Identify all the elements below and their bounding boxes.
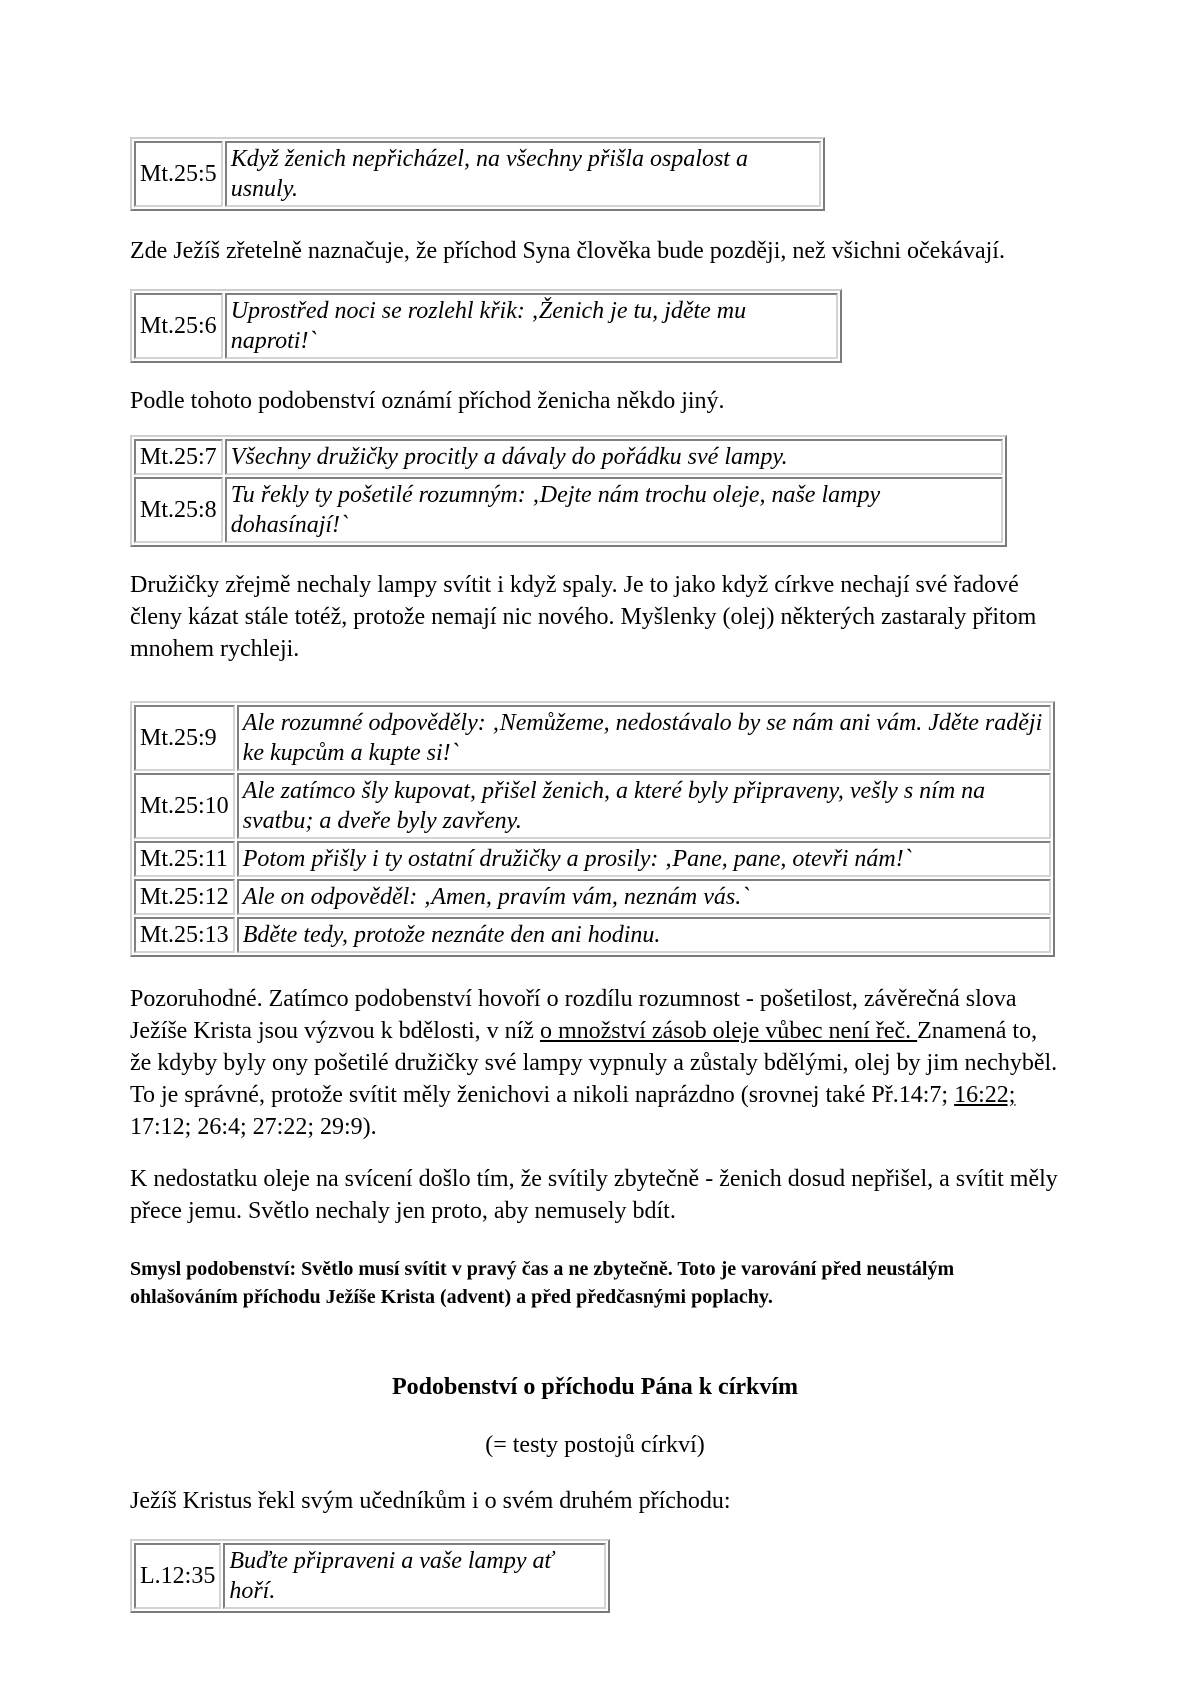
verse-text: Ale on odpověděl: ‚Amen, pravím vám, neznám vás.` — [237, 879, 1051, 915]
verse-table-mt25-9-13 — [130, 701, 1055, 957]
paragraph-lamps-burning: Družičky zřejmě nechaly lampy svítit i když spaly. Je to jako když církve nechají své řadové členy kázat stále totéž, protože nemají nic nového. Myšlenky (olej) některých zastaraly přitom mnohem rychleji. — [130, 572, 1037, 662]
verse-table-l12-35 — [130, 1539, 610, 1613]
verse-ref: Mt.25:12 — [134, 879, 235, 915]
verse-text: Buďte připraveni a vaše lampy ať hoří. — [223, 1543, 606, 1609]
verse-row — [134, 439, 1003, 475]
verse-text: Tu řekly ty pošetilé rozumným: ‚Dejte nám trochu oleje, naše lampy dohasínají!` — [225, 477, 1003, 543]
verse-text: Ale rozumné odpověděly: ‚Nemůžeme, nedostávalo by se nám ani vám. Jděte raději ke kupcům a kupte si!` — [237, 705, 1051, 771]
verse-text: Všechny družičky procitly a dávaly do pořádku své lampy. — [225, 439, 1003, 475]
verse-table-mt25-7-8 — [130, 435, 1007, 547]
verse-table-mt25-6 — [130, 289, 842, 363]
verse-text: Bděte tedy, protože neznáte den ani hodinu. — [237, 917, 1051, 953]
pozoruhodne-underlined-2: 16:22; — [954, 1082, 1016, 1108]
verse-ref: Mt.25:7 — [134, 439, 223, 475]
paragraph-meaning-note: Smysl podobenství: Světlo musí svítit v pravý čas a ne zbytečně. Toto je varování před neustálým ohlašováním příchodu Ježíše Krista (advent) a před předčasnými poplachy. — [130, 1258, 955, 1308]
verse-text: Potom přišly i ty ostatní družičky a prosily: ‚Pane, pane, otevři nám!` — [237, 841, 1051, 877]
verse-row — [134, 477, 1003, 543]
paragraph-second-coming-intro: Ježíš Kristus řekl svým učedníkům i o svém druhém příchodu: — [130, 1488, 731, 1514]
verse-row — [134, 1543, 606, 1609]
verse-row — [134, 879, 1051, 915]
verse-ref: Mt.25:10 — [134, 773, 235, 839]
verse-ref: Mt.25:13 — [134, 917, 235, 953]
verse-row — [134, 917, 1051, 953]
verse-ref: Mt.25:11 — [134, 841, 235, 877]
verse-row — [134, 293, 838, 359]
paragraph-announce: Podle tohoto podobenství oznámí příchod ženicha někdo jiný. — [130, 388, 725, 414]
pozoruhodne-text-3: 17:12; 26:4; 27:22; 29:9). — [130, 1114, 377, 1140]
verse-row — [134, 773, 1051, 839]
verse-row — [134, 141, 821, 207]
verse-text: Uprostřed noci se rozlehl křik: ‚Ženich je tu, jděte mu naproti!` — [225, 293, 838, 359]
verse-text: Ale zatímco šly kupovat, přišel ženich, a které byly připraveny, vešly s ním na svatbu; a dveře byly zavřeny. — [237, 773, 1051, 839]
pozoruhodne-text-2: Znamená to, že kdyby byly ony pošetilé družičky své lampy vypnuly a zůstaly bdělými, olej by jim nechyběl. To je správné, protože svítit měly ženichovi a nikoli naprázdno (srovnej také Př.14:7; — [130, 1018, 1058, 1108]
paragraph-intro-late: Zde Ježíš zřetelně naznačuje, že příchod Syna člověka bude později, než všichni očekávají. — [130, 238, 1005, 264]
verse-ref: Mt.25:9 — [134, 705, 235, 771]
section-heading: Podobenství o příchodu Pána k církvím — [391, 1374, 799, 1400]
verse-row — [134, 705, 1051, 771]
verse-row — [134, 841, 1051, 877]
verse-ref: L.12:35 — [134, 1543, 221, 1609]
verse-ref: Mt.25:5 — [134, 141, 223, 207]
verse-ref: Mt.25:8 — [134, 477, 223, 543]
verse-ref: Mt.25:6 — [134, 293, 223, 359]
paragraph-shortage: K nedostatku oleje na svícení došlo tím, že svítily zbytečně - ženich dosud nepřišel, a svítit měly přece jemu. Světlo nechaly jen proto, aby nemusely bdít. — [130, 1166, 1058, 1224]
pozoruhodne-underlined-1: o množství zásob oleje vůbec není řeč. — [539, 1018, 918, 1044]
pozoruhodne-text-1: Pozoruhodné. Zatímco podobenství hovoří o rozdílu rozumnost - pošetilost, závěrečná slova Ježíše Krista jsou výzvou k bdělosti, v níž — [130, 986, 1017, 1044]
paragraph-pozoruhodne — [130, 983, 1060, 1143]
section-subtitle: (= testy postojů církví) — [485, 1432, 705, 1458]
verse-text: Když ženich nepřicházel, na všechny přišla ospalost a usnuly. — [225, 141, 821, 207]
verse-table-mt25-5 — [130, 137, 825, 211]
